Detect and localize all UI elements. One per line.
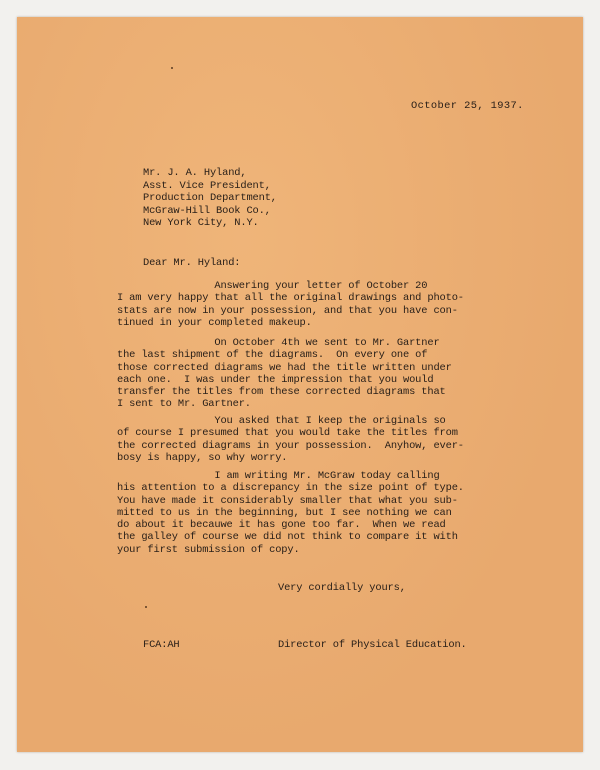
- paragraph-1: [117, 280, 464, 329]
- body-line: the corrected diagrams in your possession. Anyhow, ever-: [117, 439, 464, 452]
- body-line: You asked that I keep the originals so: [117, 415, 446, 427]
- body-line: Answering your letter of October 20: [117, 280, 428, 292]
- body-line: On October 4th we sent to Mr. Gartner: [117, 337, 440, 349]
- complimentary-close: Very cordially yours,: [278, 582, 406, 594]
- address-line: New York City, N.Y.: [143, 217, 259, 230]
- paragraph-2: [117, 337, 452, 411]
- signature-title: Director of Physical Education.: [278, 639, 467, 651]
- body-line: stats are now in your possession, and that you have con-: [117, 304, 458, 317]
- body-line: the last shipment of the diagrams. On every one of: [117, 349, 428, 362]
- recipient-address: [143, 167, 277, 230]
- salutation: Dear Mr. Hyland:: [143, 257, 241, 269]
- paragraph-4: [117, 470, 464, 556]
- body-line: his attention to a discrepancy in the size point of type.: [117, 482, 464, 495]
- paragraph-3: [117, 415, 464, 464]
- body-line: transfer the titles from these corrected diagrams that: [117, 386, 446, 399]
- body-line: those corrected diagrams we had the title written under: [117, 361, 452, 374]
- body-line: do about it becauwe it has gone too far. When we read: [117, 519, 446, 532]
- paper-speck: [171, 67, 173, 69]
- reference-initials: FCA:AH: [143, 639, 180, 651]
- address-line: McGraw-Hill Book Co.,: [143, 204, 271, 217]
- body-line: each one. I was under the impression that you would: [117, 373, 434, 386]
- body-line: I sent to Mr. Gartner.: [117, 398, 251, 411]
- body-line: bosy is happy, so why worry.: [117, 451, 288, 464]
- address-line: Asst. Vice President,: [143, 179, 271, 192]
- body-line: of course I presumed that you would take the titles from: [117, 427, 458, 440]
- letter-date: October 25, 1937.: [411, 100, 524, 112]
- body-line: I am very happy that all the original drawings and photo-: [117, 292, 464, 305]
- body-line: You have made it considerably smaller that what you sub-: [117, 494, 458, 507]
- body-line: I am writing Mr. McGraw today calling: [117, 470, 440, 482]
- body-line: your first submission of copy.: [117, 543, 300, 556]
- address-line: Production Department,: [143, 192, 277, 205]
- body-line: tinued in your completed makeup.: [117, 316, 312, 329]
- paper-speck: [145, 606, 147, 608]
- body-line: mitted to us in the beginning, but I see nothing we can: [117, 506, 452, 519]
- address-line: Mr. J. A. Hyland,: [143, 167, 247, 179]
- body-line: the galley of course we did not think to compare it with: [117, 531, 458, 544]
